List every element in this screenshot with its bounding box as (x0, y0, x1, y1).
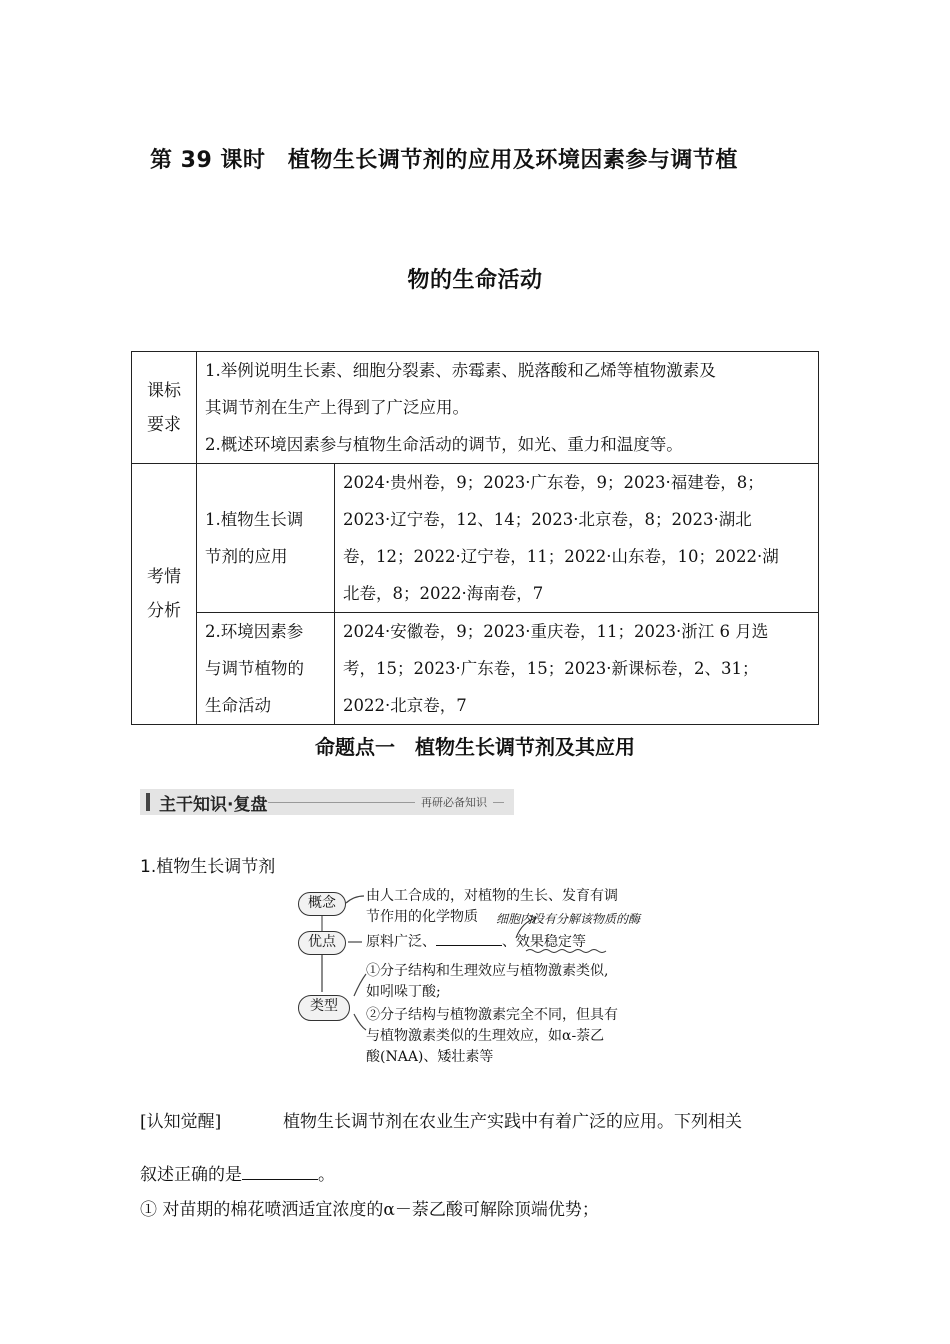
category-line: 考情 (147, 567, 181, 587)
exam-line: 2022·北京卷，7 (343, 696, 467, 715)
answer-blank (242, 1161, 318, 1180)
cognition-label: [认知觉醒] (140, 1112, 222, 1132)
type2-line2: 与植物激素类似的生理效应，如α-萘乙 (366, 1028, 605, 1044)
node-advantage: 优点 (298, 931, 346, 955)
concept-line1: 由人工合成的，对植物的生长、发育有调 (366, 888, 618, 904)
exam-line: 北卷，8；2022·海南卷，7 (343, 584, 544, 603)
topic-line: 节剂的应用 (205, 547, 288, 566)
advantage-line (366, 931, 586, 953)
exam-line: 2023·辽宁卷，12、14；2023·北京卷，8；2023·湖北 (343, 510, 752, 529)
type1-line2: 如吲哚丁酸; (366, 984, 441, 1000)
category-exam-analysis (132, 464, 197, 725)
advantage-effect: 效果稳定等 (516, 934, 586, 950)
advantage-blank (436, 945, 502, 946)
exam-line: 2024·安徽卷，9；2023·重庆卷，11；2023·浙江 6 月选 (343, 622, 769, 641)
topic-line: 2.环境因素参 (205, 622, 304, 641)
advantage-separator: 、 (502, 934, 516, 950)
cognition-text-line2 (140, 1160, 335, 1185)
requirements-table (131, 351, 819, 725)
banner-bar (146, 793, 150, 811)
question-end: 。 (318, 1165, 335, 1185)
topic-regulators (197, 464, 335, 613)
banner-title: 主干知识·复盘 (159, 795, 268, 815)
topic-line: 1.植物生长调 (205, 510, 304, 529)
page-title-line1: 第 39 课时 植物生长调节剂的应用及环境因素参与调节植 (150, 148, 738, 173)
node-concept: 概念 (298, 892, 346, 916)
requirement-line: 其调节剂在生产上得到了广泛应用。 (205, 398, 469, 417)
concept-line2: 节作用的化学物质 (366, 909, 478, 925)
question-stem: 叙述正确的是 (140, 1165, 242, 1185)
option-1: ① 对苗期的棉花喷洒适宜浓度的α－萘乙酸可解除顶端优势； (140, 1200, 599, 1220)
node-type: 类型 (298, 995, 350, 1021)
cognition-text-line1: 植物生长调节剂在农业生产实践中有着广泛的应用。下列相关 (283, 1112, 742, 1132)
advantage-text: 原料广泛、 (366, 934, 436, 950)
exam-line: 考，15；2023·广东卷，15；2023·新课标卷，2、31； (343, 659, 759, 678)
banner-subtitle: 再研必备知识 (415, 794, 493, 810)
type1-line1: ①分子结构和生理效应与植物激素类似, (366, 963, 609, 979)
category-line: 课标 (147, 380, 181, 401)
topic-environment (197, 613, 335, 725)
category-curriculum (132, 352, 197, 464)
exam-list-1 (335, 464, 819, 613)
topic-line: 与调节植物的 (205, 659, 304, 678)
connector-type-lower (354, 1014, 366, 1030)
category-line: 要求 (147, 414, 181, 435)
subsection-heading: 1.植物生长调节剂 (140, 857, 276, 877)
requirement-line: 2.概述环境因素参与植物生命活动的调节，如光、重力和温度等。 (205, 435, 683, 454)
category-line: 分析 (147, 601, 181, 621)
section-banner (140, 789, 514, 815)
section-title: 命题点一 植物生长调节剂及其应用 (315, 735, 635, 759)
handwritten-note: 细胞内没有分解该物质的酶 (496, 912, 641, 926)
connector-type-upper (354, 974, 366, 996)
topic-line: 生命活动 (205, 696, 271, 715)
connector-concept (346, 896, 364, 903)
exam-line: 卷，12；2022·辽宁卷，11；2022·山东卷，10；2022·湖 (343, 547, 779, 566)
type2-line3: 酸(NAA)、矮壮素等 (366, 1049, 494, 1065)
curriculum-requirements (197, 352, 819, 464)
requirement-line: 1.举例说明生长素、细胞分裂素、赤霉素、脱落酸和乙烯等植物激素及 (205, 361, 716, 380)
mindmap (290, 880, 670, 1070)
exam-line: 2024·贵州卷，9；2023·广东卷，9；2023·福建卷，8； (343, 473, 764, 492)
exam-list-2 (335, 613, 819, 725)
type2-line1: ②分子结构与植物激素完全不同，但具有 (366, 1007, 618, 1023)
page-title-line2: 物的生命活动 (407, 268, 543, 293)
